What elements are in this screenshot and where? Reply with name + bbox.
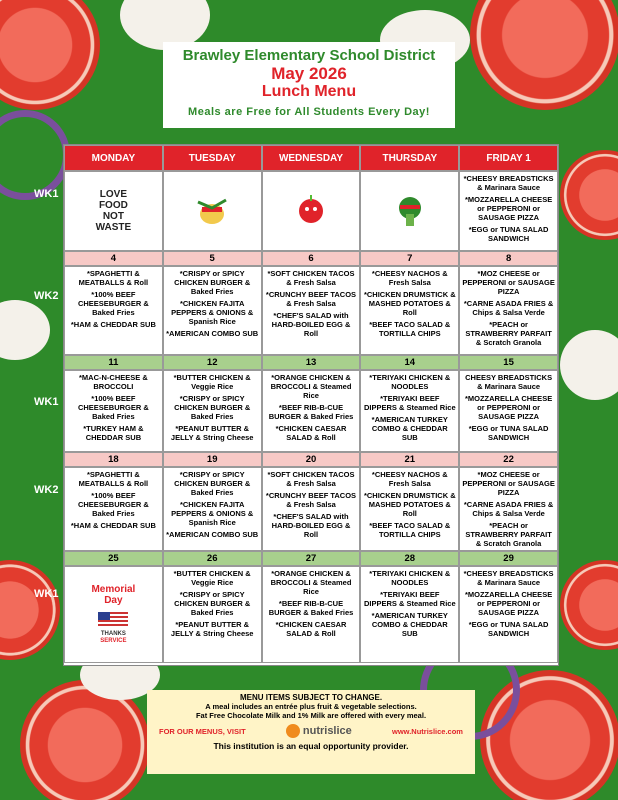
date-cell: 25 [64, 551, 163, 566]
week-label: WK1 [34, 188, 59, 200]
menu-item: *MOZZARELLA CHEESE or PEPPERONI or SAUSAGE PIZZA [464, 195, 553, 222]
footer-milk-info: Fat Free Chocolate Milk and 1% Milk are offered with every meal. [195, 711, 427, 720]
footer-meal-info: A meal includes an entrée plus fruit & vegetable selections. [205, 702, 417, 711]
menu-item: *AMERICAN TURKEY COMBO & CHEDDAR SUB [371, 415, 448, 442]
menu-item: *CHICKEN CAESAR SALAD & Roll [275, 620, 347, 638]
week-label: WK2 [34, 290, 59, 302]
date-cell: 14 [360, 355, 459, 370]
date-cell: 26 [163, 551, 262, 566]
date-cell: 15 [459, 355, 558, 370]
date-cell: 8 [459, 251, 558, 266]
menu-cell-friday-1 [459, 171, 558, 251]
menu-cell [163, 566, 262, 663]
menu-item: *AMERICAN TURKEY COMBO & CHEDDAR SUB [371, 611, 448, 638]
menu-cell [64, 266, 163, 355]
date-cell: 22 [459, 452, 558, 467]
day-header-monday: MONDAY [64, 145, 163, 171]
menu-item: *CHEF'S SALAD with HARD-BOILED EGG & Roll [271, 512, 351, 539]
menu-item: *TERIYAKI BEEF DIPPERS & Steamed Rice [363, 394, 456, 412]
menu-item: *SOFT CHICKEN TACOS & Fresh Salsa [267, 470, 355, 488]
menu-item: *MOZ CHEESE or PEPPERONI or SAUSAGE PIZZA [462, 269, 555, 296]
brand-name: nutrislice [302, 725, 352, 737]
menu-item: *EGG or TUNA SALAD SANDWICH [468, 424, 549, 442]
menu-item: *SPAGHETTI & MEATBALLS & Roll [78, 470, 149, 488]
week-label: WK2 [34, 484, 59, 496]
menu-item: *CARNE ASADA FRIES & Chips & Salsa Verde [463, 500, 554, 518]
menu-cell [64, 467, 163, 551]
menu-cell [262, 370, 361, 452]
memorial-text: Memorial [91, 584, 136, 595]
logo-text: LOVE [99, 189, 127, 200]
week-label: WK1 [34, 396, 59, 408]
logo-text: FOOD [98, 200, 128, 211]
menu-cell [163, 370, 262, 452]
menu-item: *BEEF RIB-B-CUE BURGER & Baked Fries [268, 403, 354, 421]
date-cell: 5 [163, 251, 262, 266]
menu-item: *CRISPY or SPICY CHICKEN BURGER & Baked Fries [174, 590, 251, 617]
menu-cell [360, 467, 459, 551]
memorial-text: Day [104, 595, 123, 606]
menu-cell [459, 566, 558, 663]
day-header-friday: FRIDAY 1 [459, 145, 558, 171]
date-cell: 21 [360, 452, 459, 467]
menu-cell [459, 266, 558, 355]
date-cell: 4 [64, 251, 163, 266]
menu-item: *TERIYAKI CHICKEN & NOODLES [369, 569, 451, 587]
menu-title: Lunch Menu [261, 83, 357, 100]
menu-cell [64, 370, 163, 452]
menu-item: *CHEF'S SALAD with HARD-BOILED EGG & Roll [271, 311, 351, 338]
broccoli-character-illustration [360, 171, 459, 251]
equal-opportunity-text: This institution is an equal opportunity provider. [213, 741, 409, 751]
menu-item: *CRUNCHY BEEF TACOS & Fresh Salsa [265, 491, 357, 509]
menu-item: *100% BEEF CHEESEBURGER & Baked Fries [77, 394, 149, 421]
menu-item: *TERIYAKI BEEF DIPPERS & Steamed Rice [363, 590, 456, 608]
menu-item: *BEEF TACO SALAD & TORTILLA CHIPS [369, 320, 451, 338]
menu-item: *CRISPY or SPICY CHICKEN BURGER & Baked Fries [174, 394, 251, 421]
menu-item: *CHEESY BREADSTICKS & Marinara Sauce [463, 569, 554, 587]
menu-item: *CHEESY BREADSTICKS & Marinara Sauce [463, 174, 554, 192]
week-label: WK1 [34, 588, 59, 600]
menu-cell [262, 467, 361, 551]
menu-item: *CHEESY NACHOS & Fresh Salsa [371, 269, 448, 287]
menu-item: *CRUNCHY BEEF TACOS & Fresh Salsa [265, 290, 357, 308]
menu-item: *MOZZARELLA CHEESE or PEPPERONI or SAUSAGE PIZZA [464, 590, 553, 617]
day-header-wednesday: WEDNESDAY [262, 145, 361, 171]
menu-item: *BUTTER CHICKEN & Veggie Rice [173, 373, 251, 391]
menu-item: *CRISPY or SPICY CHICKEN BURGER & Baked Fries [174, 269, 251, 296]
memorial-text: THANKS [100, 631, 126, 637]
menu-cell [163, 467, 262, 551]
menu-item: *TERIYAKI CHICKEN & NOODLES [369, 373, 451, 391]
menu-item: *HAM & CHEDDAR SUB [70, 320, 156, 329]
date-cell: 6 [262, 251, 361, 266]
menu-cell [459, 370, 558, 452]
menu-item: *100% BEEF CHEESEBURGER & Baked Fries [77, 290, 149, 317]
menu-item: *SOFT CHICKEN TACOS & Fresh Salsa [267, 269, 355, 287]
memorial-day-cell [64, 566, 163, 663]
date-cell: 13 [262, 355, 361, 370]
menu-item: *EGG or TUNA SALAD SANDWICH [468, 225, 549, 243]
menu-item: *BUTTER CHICKEN & Veggie Rice [173, 569, 251, 587]
district-title: Brawley Elementary School District [182, 47, 436, 64]
menu-cell [163, 266, 262, 355]
menu-item: *PEANUT BUTTER & JELLY & String Cheese [170, 620, 254, 638]
apple-character-illustration [262, 171, 361, 251]
day-header-thursday: THURSDAY [360, 145, 459, 171]
date-cell: 19 [163, 452, 262, 467]
logo-text: WASTE [95, 222, 132, 233]
menu-item: *CHEESY NACHOS & Fresh Salsa [371, 470, 448, 488]
menu-item: *EGG or TUNA SALAD SANDWICH [468, 620, 549, 638]
love-food-not-waste-logo [64, 171, 163, 251]
footer-notice: MENU ITEMS SUBJECT TO CHANGE. [239, 693, 383, 702]
menu-item: *CRISPY or SPICY CHICKEN BURGER & Baked Fries [174, 470, 251, 497]
menu-item: CHEESY BREADSTICKS & Marinara Sauce [465, 373, 553, 391]
month-title: May 2026 [271, 64, 347, 83]
menu-item: *100% BEEF CHEESEBURGER & Baked Fries [77, 491, 149, 518]
menu-cell [262, 266, 361, 355]
menu-item: *CHICKEN FAJITA PEPPERS & ONIONS & Spanish Rice [171, 500, 254, 527]
menu-item: *CHICKEN DRUMSTICK & MASHED POTATOES & Roll [363, 290, 456, 317]
memorial-text: SERVICE [100, 638, 127, 644]
menu-item: *PEANUT BUTTER & JELLY & String Cheese [170, 424, 254, 442]
date-cell: 11 [64, 355, 163, 370]
menu-item: *CHICKEN FAJITA PEPPERS & ONIONS & Spanish Rice [171, 299, 254, 326]
nutrislice-icon [286, 724, 300, 738]
date-cell: 7 [360, 251, 459, 266]
menu-item: *TURKEY HAM & CHEDDAR SUB [83, 424, 144, 442]
date-cell: 12 [163, 355, 262, 370]
menu-item: *PEACH or STRAWBERRY PARFAIT & Scratch Granola [465, 521, 552, 548]
date-cell: 18 [64, 452, 163, 467]
nutrislice-link[interactable]: www.Nutrislice.com [391, 726, 463, 736]
menu-item: *BEEF RIB-B-CUE BURGER & Baked Fries [268, 599, 354, 617]
menu-cell [459, 467, 558, 551]
flag-icon [98, 612, 128, 628]
menu-item: *CHICKEN CAESAR SALAD & Roll [275, 424, 347, 442]
date-cell: 29 [459, 551, 558, 566]
superhero-veggie-illustration [163, 171, 262, 251]
date-cell: 27 [262, 551, 361, 566]
menu-item: *ORANGE CHICKEN & BROCCOLI & Steamed Rice [270, 373, 352, 400]
menu-item: *MAC-N-CHEESE & BROCCOLI [79, 373, 148, 391]
footer-panel [147, 690, 475, 774]
menu-item: *AMERICAN COMBO SUB [166, 329, 259, 338]
date-cell: 28 [360, 551, 459, 566]
menu-cell [360, 266, 459, 355]
menu-item: *BEEF TACO SALAD & TORTILLA CHIPS [369, 521, 451, 539]
date-cell: 20 [262, 452, 361, 467]
visit-text: FOR OUR MENUS, VISIT [159, 726, 246, 736]
menu-item: *MOZZARELLA CHEESE or PEPPERONI or SAUSAGE PIZZA [464, 394, 553, 421]
menu-cell [360, 370, 459, 452]
menu-cell [262, 566, 361, 663]
menu-item: *PEACH or STRAWBERRY PARFAIT & Scratch Granola [465, 320, 552, 347]
menu-calendar [63, 144, 559, 666]
day-header-tuesday: TUESDAY [163, 145, 262, 171]
menu-cell [360, 566, 459, 663]
menu-item: *AMERICAN COMBO SUB [166, 530, 259, 539]
nutrislice-logo[interactable] [286, 724, 352, 738]
menu-item: *CHICKEN DRUMSTICK & MASHED POTATOES & Roll [363, 491, 456, 518]
free-meals-tagline: Meals are Free for All Students Every Day! [188, 106, 430, 118]
menu-item: *HAM & CHEDDAR SUB [70, 521, 156, 530]
menu-item: *ORANGE CHICKEN & BROCCOLI & Steamed Rice [270, 569, 352, 596]
menu-item: *MOZ CHEESE or PEPPERONI or SAUSAGE PIZZA [462, 470, 555, 497]
menu-item: *SPAGHETTI & MEATBALLS & Roll [78, 269, 149, 287]
menu-item: *CARNE ASADA FRIES & Chips & Salsa Verde [463, 299, 554, 317]
logo-text: NOT [102, 211, 124, 222]
